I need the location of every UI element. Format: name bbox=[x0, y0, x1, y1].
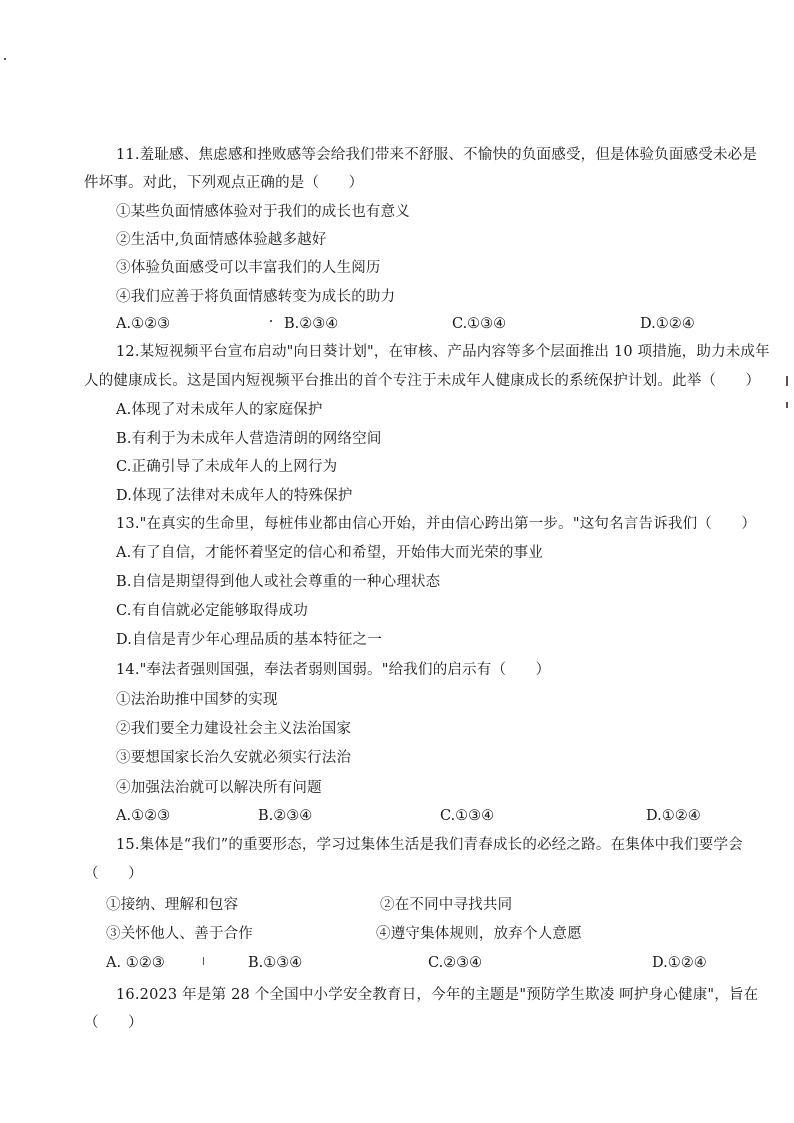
q15-option-c: C.②③④ bbox=[428, 955, 483, 971]
q13-option-a: A.有了自信，才能怀着坚定的信心和希望，开始伟大而光荣的事业 bbox=[116, 545, 544, 561]
q14-stem-line1: 14."奉法者强则国强，奉法者弱则国弱。"给我们的启示有（ ） bbox=[116, 662, 551, 678]
q15-option-d: D.①②④ bbox=[652, 955, 707, 971]
q15-option-a: A. ①②③ bbox=[106, 955, 165, 971]
q15-item-3: ③关怀他人、善于合作 bbox=[106, 926, 253, 942]
q15-stem-line1: 15.集体是“我们”的重要形态，学习过集体生活是我们青春成长的必经之路。在集体中我们要学会 bbox=[116, 837, 743, 853]
q16-stem-line2: （ ） bbox=[84, 1015, 143, 1031]
q11-item-1: ①某些负面情感体验对于我们的成长也有意义 bbox=[116, 204, 410, 220]
q13-option-c: C.有自信就必定能够取得成功 bbox=[116, 603, 308, 619]
q12-option-d: D.体现了法律对未成年人的特殊保护 bbox=[116, 488, 353, 504]
q11-stem-line2: 件坏事。对此，下列观点正确的是（ ） bbox=[84, 175, 364, 191]
q14-option-d: D.①②④ bbox=[646, 808, 701, 824]
q12-option-c: C.正确引导了未成年人的上网行为 bbox=[116, 459, 338, 475]
q15-stem-line2: （ ） bbox=[84, 866, 143, 882]
q12-stem-line1: 12.某短视频平台宣布启动"向日葵计划"，在审核、产品内容等多个层面推出 10 项措施，助力未成年 bbox=[116, 344, 770, 360]
q15-option-b: B.①③④ bbox=[248, 955, 303, 971]
q11-option-c: C.①③④ bbox=[452, 316, 507, 332]
q14-item-1: ①法治助推中国梦的实现 bbox=[116, 692, 278, 708]
q13-option-b: B.自信是期望得到他人或社会尊重的一种心理状态 bbox=[116, 574, 441, 590]
q14-item-2: ②我们要全力建设社会主义法治国家 bbox=[116, 721, 352, 737]
q14-item-4: ④加强法治就可以解决所有问题 bbox=[116, 780, 322, 796]
q15-item-4: ④遵守集体规则，放弃个人意愿 bbox=[376, 926, 582, 942]
q11-option-b: B.②③④ bbox=[284, 316, 339, 332]
q11-item-4: ④我们应善于将负面情感转变为成长的助力 bbox=[116, 289, 396, 305]
scan-speck bbox=[4, 58, 6, 60]
q14-option-c: C.①③④ bbox=[440, 808, 495, 824]
q13-stem-line1: 13."在真实的生命里，每桩伟业都由信心开始，并由信心跨出第一步。"这句名言告诉我们（ ） bbox=[116, 516, 757, 532]
q15-item-1: ①接纳、理解和包容 bbox=[106, 897, 239, 913]
q14-option-a: A.①②③ bbox=[116, 808, 171, 824]
q14-option-b: B.②③④ bbox=[258, 808, 313, 824]
q11-stem-line1: 11.羞耻感、焦虑感和挫败感等会给我们带来不舒服、不愉快的负面感受，但是体验负面感受未必是 bbox=[116, 147, 758, 163]
q11-option-d: D.①②④ bbox=[640, 316, 695, 332]
q11-item-3: ③体验负面感受可以丰富我们的人生阅历 bbox=[116, 260, 381, 276]
q16-stem-line1: 16.2023 年是第 28 个全国中小学安全教育日，今年的主题是"预防学生欺凌 呵护身心健康"，旨在 bbox=[116, 987, 759, 1003]
scan-speck bbox=[270, 320, 272, 322]
q12-stem-line2: 人的健康成长。这是国内短视频平台推出的首个专注于未成年人健康成长的系统保护计划。此举（ ） bbox=[84, 373, 761, 389]
q14-item-3: ③要想国家长治久安就必须实行法治 bbox=[116, 750, 352, 766]
q11-option-a: A.①②③ bbox=[116, 316, 171, 332]
scan-speck bbox=[786, 376, 788, 386]
q15-item-2: ②在不同中寻找共同 bbox=[380, 897, 513, 913]
scan-speck bbox=[203, 957, 204, 965]
q12-option-a: A.体现了对未成年人的家庭保护 bbox=[116, 402, 323, 418]
scan-speck bbox=[786, 402, 788, 408]
q13-option-d: D.自信是青少年心理品质的基本特征之一 bbox=[116, 632, 383, 648]
q12-option-b: B.有利于为未成年人营造清朗的网络空间 bbox=[116, 431, 382, 447]
q11-item-2: ②生活中,负面情感体验越多越好 bbox=[116, 232, 327, 248]
